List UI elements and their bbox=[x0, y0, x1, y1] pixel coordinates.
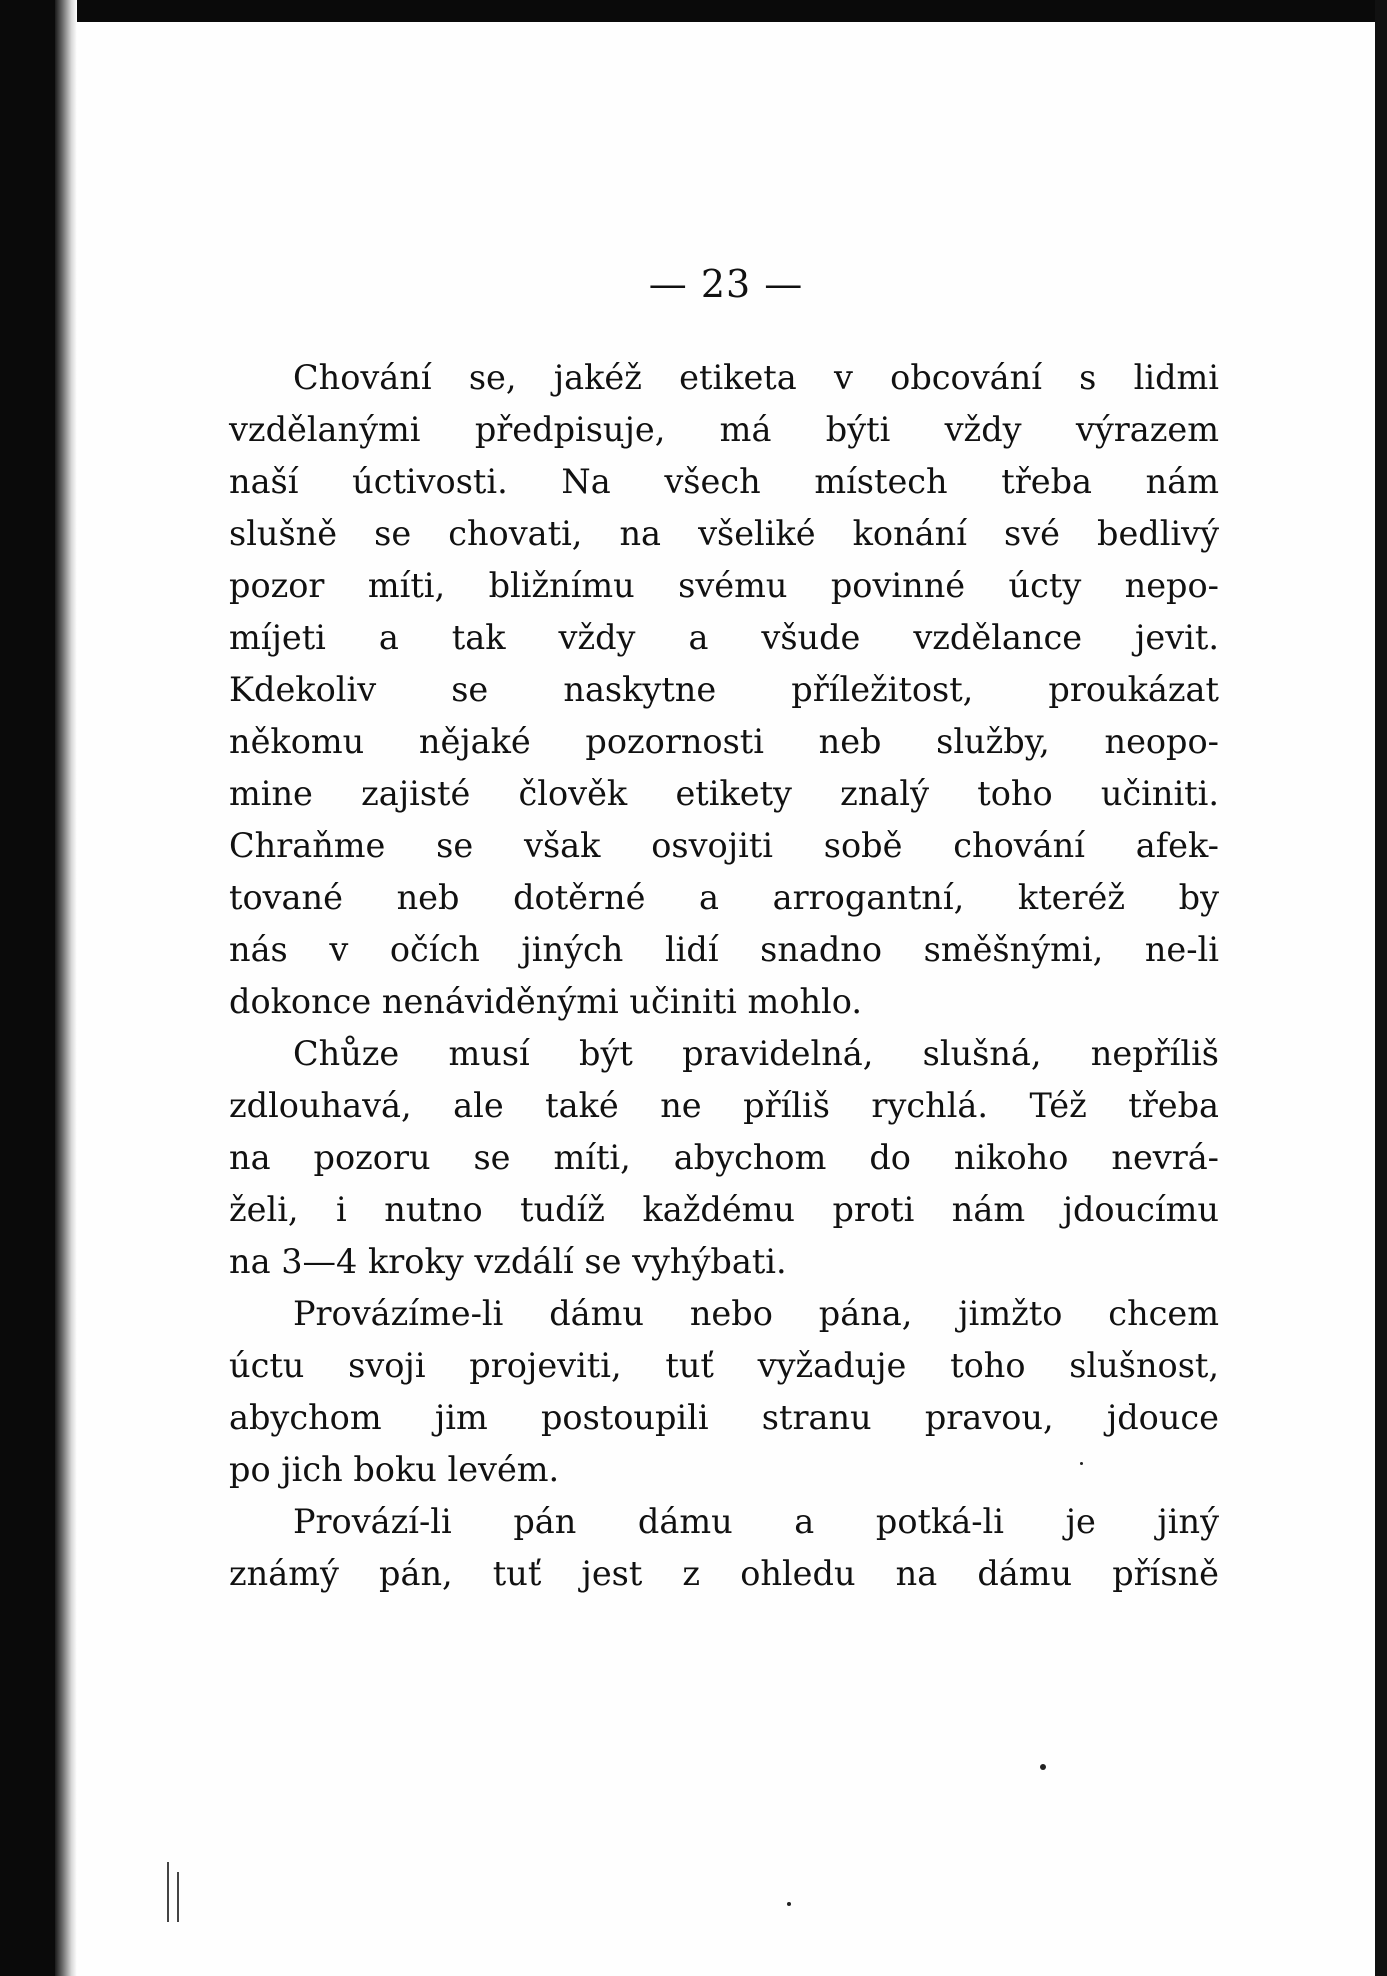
text-line: Chůze musí být pravidelná, slušná, nepříliš bbox=[293, 1034, 1219, 1073]
text-line: míjeti a tak vždy a všude vzdělance jevit. bbox=[229, 618, 1219, 657]
text-line: po jich boku levém. bbox=[229, 1450, 560, 1489]
text-line: Chování se, jakéž etiketa v obcování s lidmi bbox=[293, 358, 1219, 397]
text-line: dokonce nenáviděnými učiniti mohlo. bbox=[229, 982, 862, 1021]
text-line: mine zajisté člověk etikety znalý toho učiniti. bbox=[229, 774, 1219, 813]
text-line: Kdekoliv se naskytne příležitost, proukázat bbox=[229, 670, 1219, 709]
text-line: želi, i nutno tudíž každému proti nám jdoucímu bbox=[229, 1190, 1219, 1229]
dust-speck bbox=[1040, 1764, 1046, 1770]
text-line: na pozoru se míti, abychom do nikoho nevrá- bbox=[229, 1138, 1219, 1177]
paragraph-4 bbox=[229, 1496, 1219, 1600]
paragraph-2 bbox=[229, 1028, 1219, 1288]
text-line: abychom jim postoupili stranu pravou, jdouce bbox=[229, 1398, 1219, 1437]
text-line: Provází-li pán dámu a potká-li je jiný bbox=[293, 1502, 1219, 1541]
page-number: — 23 — bbox=[648, 262, 804, 306]
paragraph-1 bbox=[229, 352, 1219, 1028]
text-line: naší úctivosti. Na všech místech třeba nám bbox=[229, 462, 1219, 501]
scan-border-left bbox=[0, 0, 55, 1976]
text-line: někomu nějaké pozornosti neb služby, neopo- bbox=[229, 722, 1219, 761]
text-line: vzdělanými předpisuje, má býti vždy výrazem bbox=[229, 410, 1219, 449]
scan-artifact bbox=[167, 1862, 169, 1922]
text-line: na 3—4 kroky vzdálí se vyhýbati. bbox=[229, 1242, 787, 1281]
text-line: Chraňme se však osvojiti sobě chování afek- bbox=[229, 826, 1219, 865]
body-text bbox=[229, 352, 1219, 1600]
text-line: nás v očích jiných lidí snadno směšnými, ne-li bbox=[229, 930, 1219, 969]
paragraph-3 bbox=[229, 1288, 1219, 1496]
text-line: zdlouhavá, ale také ne příliš rychlá. Též třeba bbox=[229, 1086, 1219, 1125]
dust-speck bbox=[1080, 1462, 1083, 1465]
scan-border-right bbox=[1375, 0, 1387, 1976]
text-line: pozor míti, bližnímu svému povinné úcty nepo- bbox=[229, 566, 1219, 605]
text-line: tované neb dotěrné a arrogantní, kteréž by bbox=[229, 878, 1219, 917]
book-page bbox=[77, 22, 1375, 1976]
text-line: Provázíme-li dámu nebo pána, jimžto chcem bbox=[293, 1294, 1219, 1333]
scan-border-top bbox=[0, 0, 1387, 22]
page-gutter-shadow bbox=[55, 0, 77, 1976]
text-line: známý pán, tuť jest z ohledu na dámu přísně bbox=[229, 1554, 1219, 1593]
text-line: úctu svoji projeviti, tuť vyžaduje toho slušnost, bbox=[229, 1346, 1219, 1385]
text-line: slušně se chovati, na všeliké konání své bedlivý bbox=[229, 514, 1219, 553]
dust-speck bbox=[787, 1902, 791, 1906]
scan-artifact bbox=[177, 1872, 179, 1922]
